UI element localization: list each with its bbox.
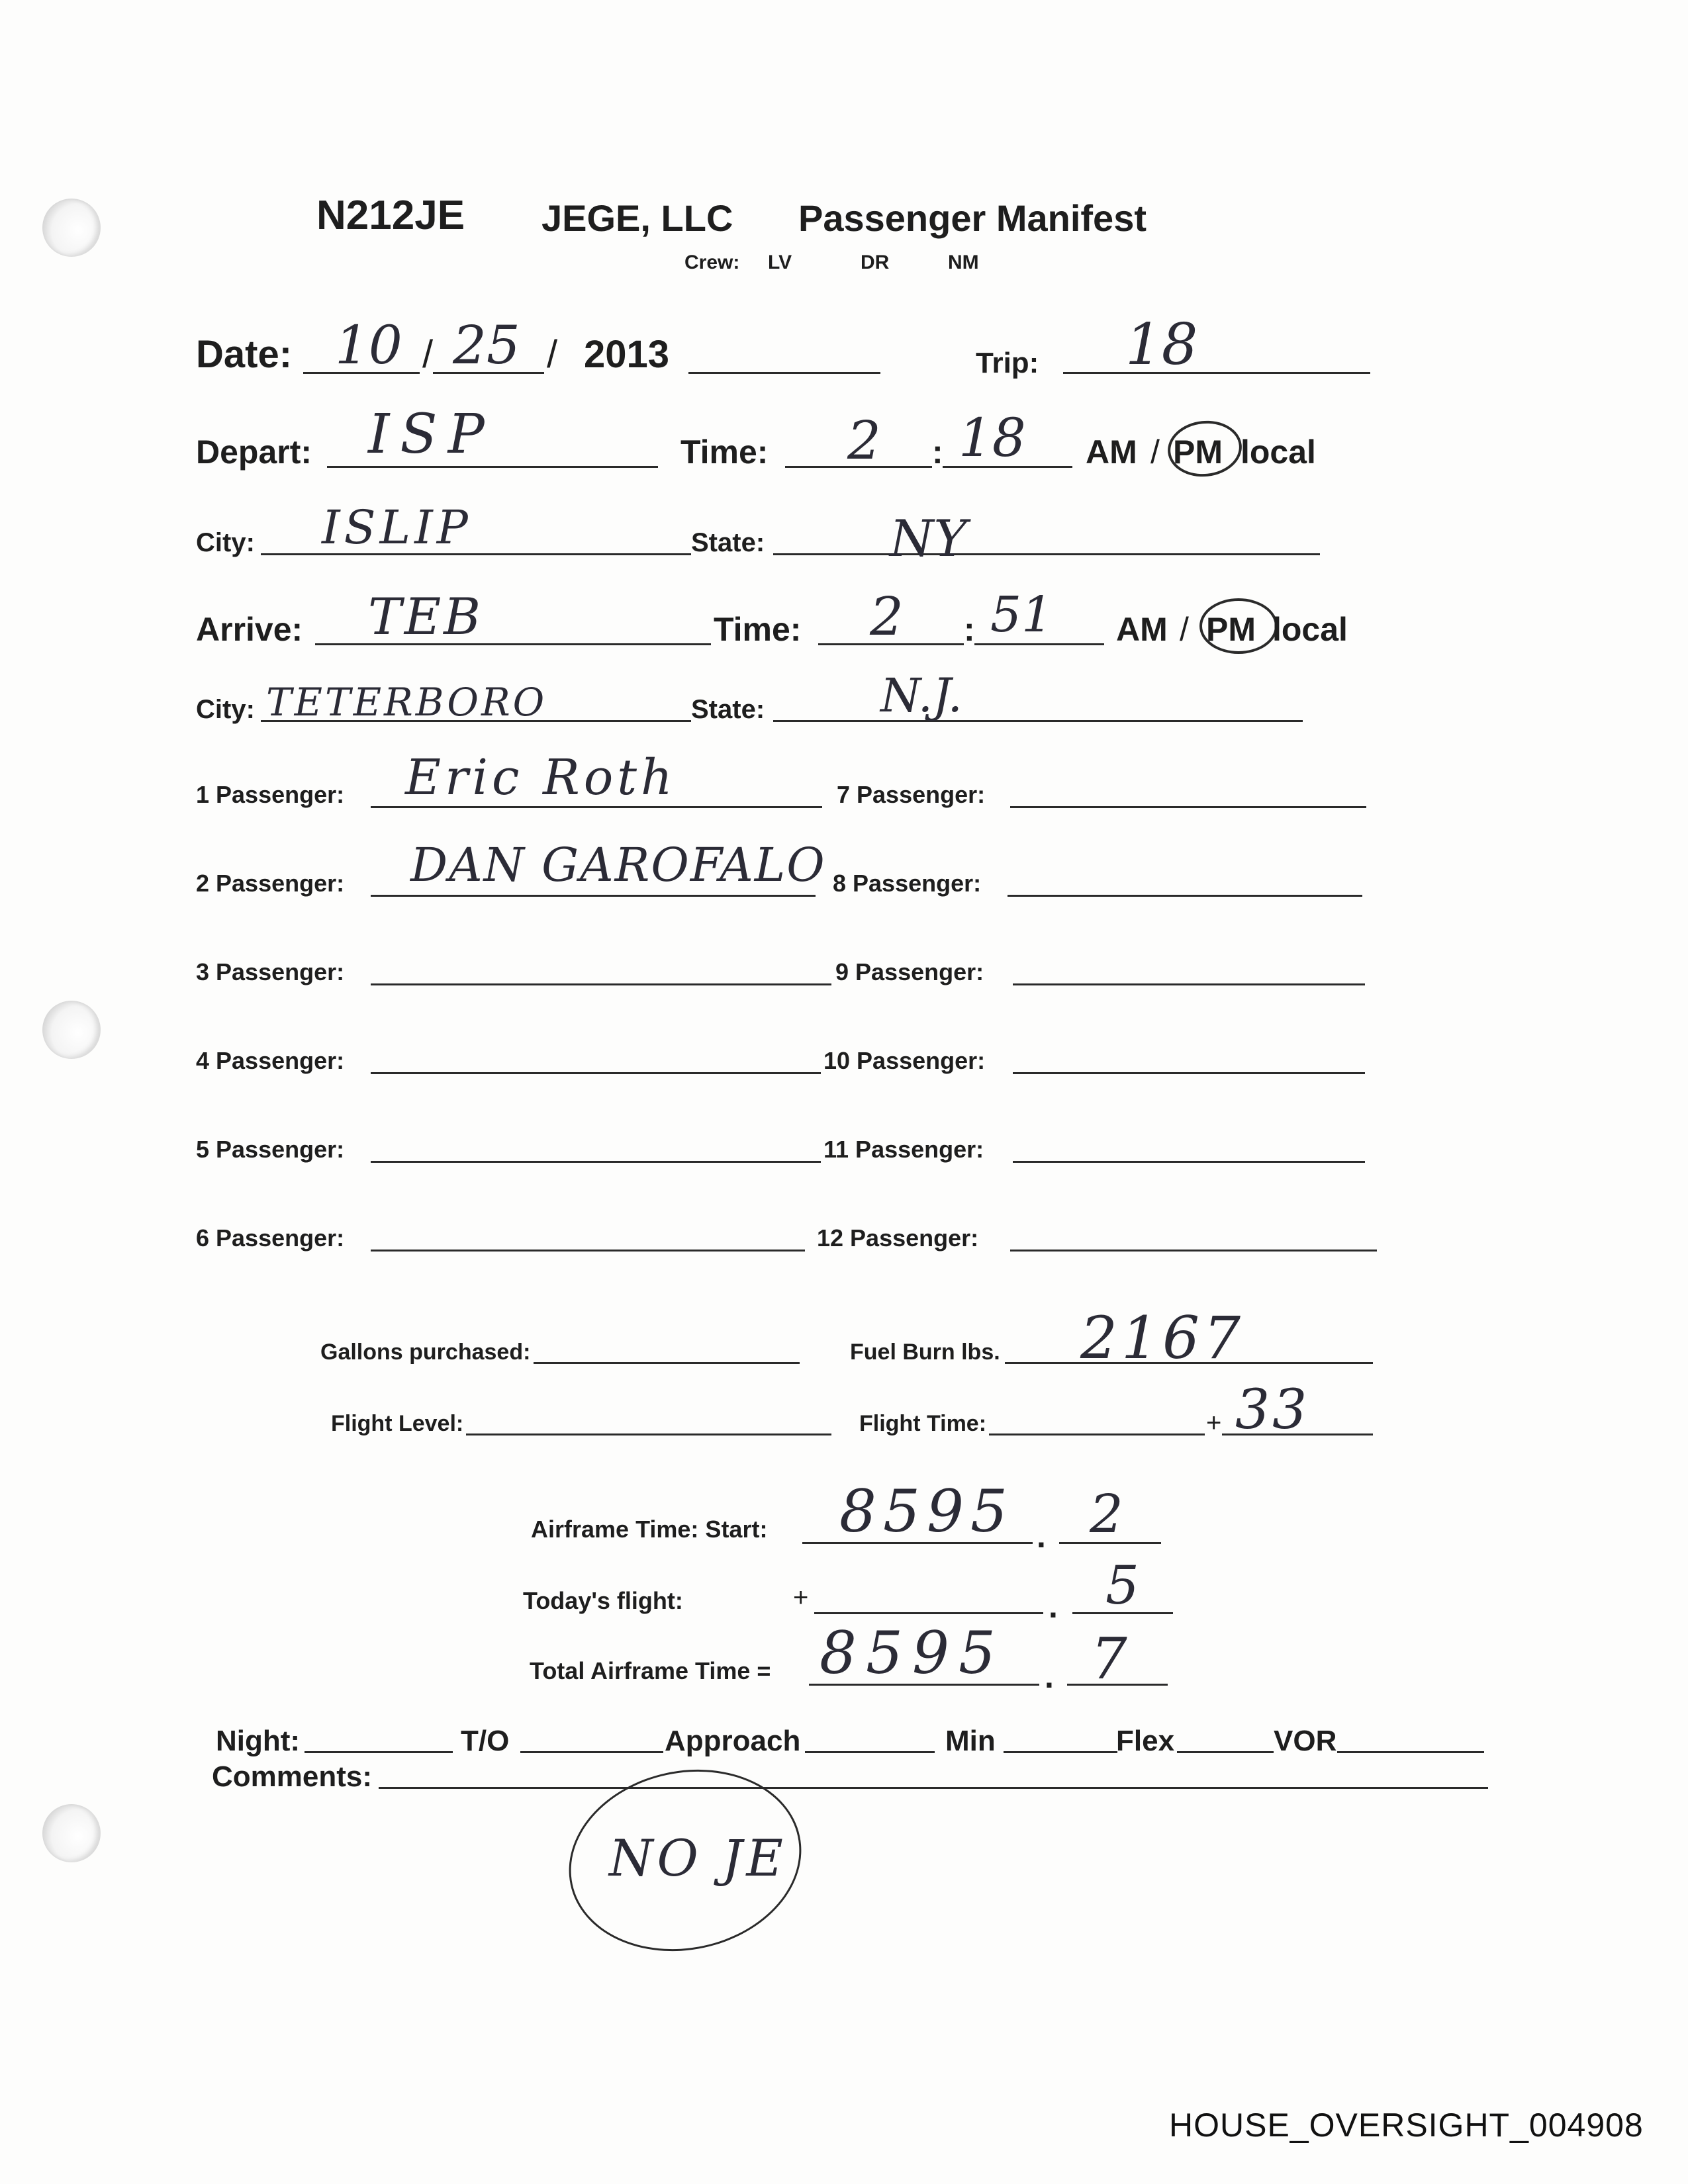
depart-local-label: local: [1241, 433, 1316, 471]
passenger-6-line[interactable]: [371, 1250, 805, 1251]
passenger-10-line[interactable]: [1013, 1072, 1365, 1074]
date-month-value: 10: [335, 314, 402, 376]
flex-label: Flex: [1116, 1725, 1175, 1757]
airframe-start-tenth-value: 2: [1090, 1483, 1123, 1545]
flex-line[interactable]: [1177, 1751, 1274, 1753]
depart-time-label: Time:: [680, 433, 769, 471]
comments-label: Comments:: [212, 1760, 373, 1793]
min-line[interactable]: [1004, 1751, 1117, 1753]
depart-state-value: NY: [890, 509, 967, 568]
binder-hole-bottom: [42, 1804, 101, 1862]
flight-time-value: 33: [1235, 1379, 1310, 1441]
passenger-9-line[interactable]: [1013, 983, 1365, 985]
company-name: JEGE, LLC: [541, 197, 733, 239]
passenger-1-value: Eric Roth: [405, 749, 677, 806]
passenger-3-line[interactable]: [371, 983, 831, 985]
passenger-5-line[interactable]: [371, 1161, 821, 1163]
todays-flight-plus: +: [793, 1583, 809, 1612]
comments-line[interactable]: [379, 1787, 1488, 1789]
trip-label: Trip:: [976, 347, 1039, 379]
passenger-6-label: 6 Passenger:: [196, 1224, 345, 1251]
arrive-hour-value: 2: [870, 586, 904, 647]
arrive-time-label: Time:: [714, 611, 802, 648]
passenger-9-label: 9 Passenger:: [835, 958, 984, 985]
depart-ampm-slash: /: [1150, 433, 1160, 471]
todays-flight-dot: .: [1049, 1588, 1058, 1625]
arrive-pm-circle: [1199, 598, 1278, 654]
airframe-start-dot: .: [1037, 1518, 1046, 1555]
passenger-2-label: 2 Passenger:: [196, 870, 345, 897]
depart-minute-value: 18: [959, 407, 1026, 469]
crew-member-2: DR: [861, 251, 890, 273]
passenger-2-value: DAN GAROFALO: [410, 838, 826, 892]
crew-member-1: LV: [768, 251, 792, 273]
date-year-line[interactable]: [688, 372, 880, 374]
total-airframe-whole-value: 8595: [820, 1619, 1005, 1687]
passenger-4-label: 4 Passenger:: [196, 1047, 345, 1074]
date-label: Date:: [196, 333, 293, 376]
binder-hole-middle: [42, 1001, 101, 1059]
passenger-7-label: 7 Passenger:: [837, 781, 986, 808]
passenger-3-label: 3 Passenger:: [196, 958, 345, 985]
passenger-1-line[interactable]: [371, 806, 822, 808]
date-day-value: 25: [453, 314, 520, 376]
passenger-12-label: 12 Passenger:: [817, 1224, 979, 1251]
passenger-10-label: 10 Passenger:: [823, 1047, 986, 1074]
date-year-value: 2013: [584, 333, 670, 376]
document-title: Passenger Manifest: [798, 197, 1147, 239]
flight-level-label: Flight Level:: [331, 1411, 464, 1436]
depart-city-value: ISLIP: [322, 500, 472, 555]
depart-city-label: City:: [196, 528, 255, 557]
passenger-11-line[interactable]: [1013, 1161, 1365, 1163]
depart-line[interactable]: [327, 466, 658, 468]
night-line[interactable]: [305, 1751, 453, 1753]
depart-state-label: State:: [691, 528, 765, 557]
arrive-city-label: City:: [196, 695, 255, 724]
fuel-burn-label: Fuel Burn lbs.: [850, 1340, 1000, 1365]
vor-line[interactable]: [1337, 1751, 1484, 1753]
passenger-8-label: 8 Passenger:: [833, 870, 982, 897]
date-separator-2: /: [547, 333, 558, 376]
passenger-12-line[interactable]: [1010, 1250, 1377, 1251]
todays-flight-label: Today's flight:: [523, 1587, 683, 1614]
trip-value: 18: [1125, 312, 1198, 378]
takeoff-line[interactable]: [520, 1751, 663, 1753]
tail-number: N212JE: [316, 193, 465, 238]
depart-value: ISP: [368, 403, 495, 466]
gallons-purchased-line[interactable]: [534, 1362, 800, 1364]
flight-time-label: Flight Time:: [859, 1411, 987, 1436]
comment-stamp-text: NO JE: [609, 1829, 787, 1888]
min-label: Min: [945, 1725, 996, 1757]
depart-pm-option[interactable]: PM: [1173, 433, 1223, 471]
gallons-purchased-label: Gallons purchased:: [320, 1340, 531, 1365]
vor-label: VOR: [1274, 1725, 1337, 1757]
bates-number: HOUSE_OVERSIGHT_004908: [1169, 2107, 1644, 2144]
passenger-4-line[interactable]: [371, 1072, 821, 1074]
todays-flight-whole-line[interactable]: [814, 1612, 1043, 1614]
arrive-city-value: TETERBORO: [266, 680, 547, 725]
night-label: Night:: [216, 1725, 301, 1757]
passenger-8-line[interactable]: [1008, 895, 1362, 897]
approach-line[interactable]: [805, 1751, 935, 1753]
trip-line[interactable]: [1063, 372, 1370, 374]
arrive-am-option[interactable]: AM: [1116, 611, 1168, 648]
total-airframe-label: Total Airframe Time =: [530, 1657, 771, 1684]
crew-member-3: NM: [948, 251, 979, 273]
flight-time-plus: +: [1206, 1408, 1222, 1437]
arrive-local-label: local: [1272, 611, 1348, 648]
passenger-2-line[interactable]: [371, 895, 816, 897]
depart-state-line[interactable]: [773, 553, 1320, 555]
takeoff-label: T/O: [461, 1725, 510, 1757]
crew-label: Crew:: [684, 251, 740, 273]
todays-flight-tenth-value: 5: [1105, 1555, 1139, 1616]
approach-label: Approach: [665, 1725, 801, 1757]
arrive-minute-value: 51: [990, 586, 1053, 643]
passenger-1-label: 1 Passenger:: [196, 781, 345, 808]
arrive-state-label: State:: [691, 695, 765, 724]
arrive-ampm-slash: /: [1180, 611, 1189, 648]
arrive-pm-option[interactable]: PM: [1206, 611, 1256, 648]
flight-time-line[interactable]: [989, 1433, 1205, 1435]
passenger-11-label: 11 Passenger:: [823, 1136, 984, 1163]
binder-hole-top: [42, 199, 101, 257]
airframe-start-label: Airframe Time: Start:: [531, 1516, 768, 1543]
passenger-7-line[interactable]: [1010, 806, 1366, 808]
date-separator-1: /: [422, 333, 434, 376]
fuel-burn-value: 2167: [1080, 1304, 1244, 1372]
depart-label: Depart:: [196, 433, 312, 471]
total-airframe-tenth-value: 7: [1091, 1626, 1127, 1692]
flight-level-line[interactable]: [466, 1433, 831, 1435]
arrive-value: TEB: [368, 587, 484, 646]
arrive-state-value: N.J.: [880, 668, 962, 723]
depart-am-option[interactable]: AM: [1086, 433, 1137, 471]
arrive-time-colon: :: [964, 611, 975, 648]
arrive-state-line[interactable]: [773, 720, 1303, 722]
total-airframe-dot: .: [1045, 1658, 1054, 1695]
depart-hour-value: 2: [847, 410, 881, 471]
airframe-start-whole-value: 8595: [839, 1477, 1014, 1545]
arrive-minute-line[interactable]: [974, 643, 1104, 645]
depart-time-colon: :: [932, 433, 943, 471]
arrive-label: Arrive:: [196, 611, 303, 648]
passenger-5-label: 5 Passenger:: [196, 1136, 345, 1163]
